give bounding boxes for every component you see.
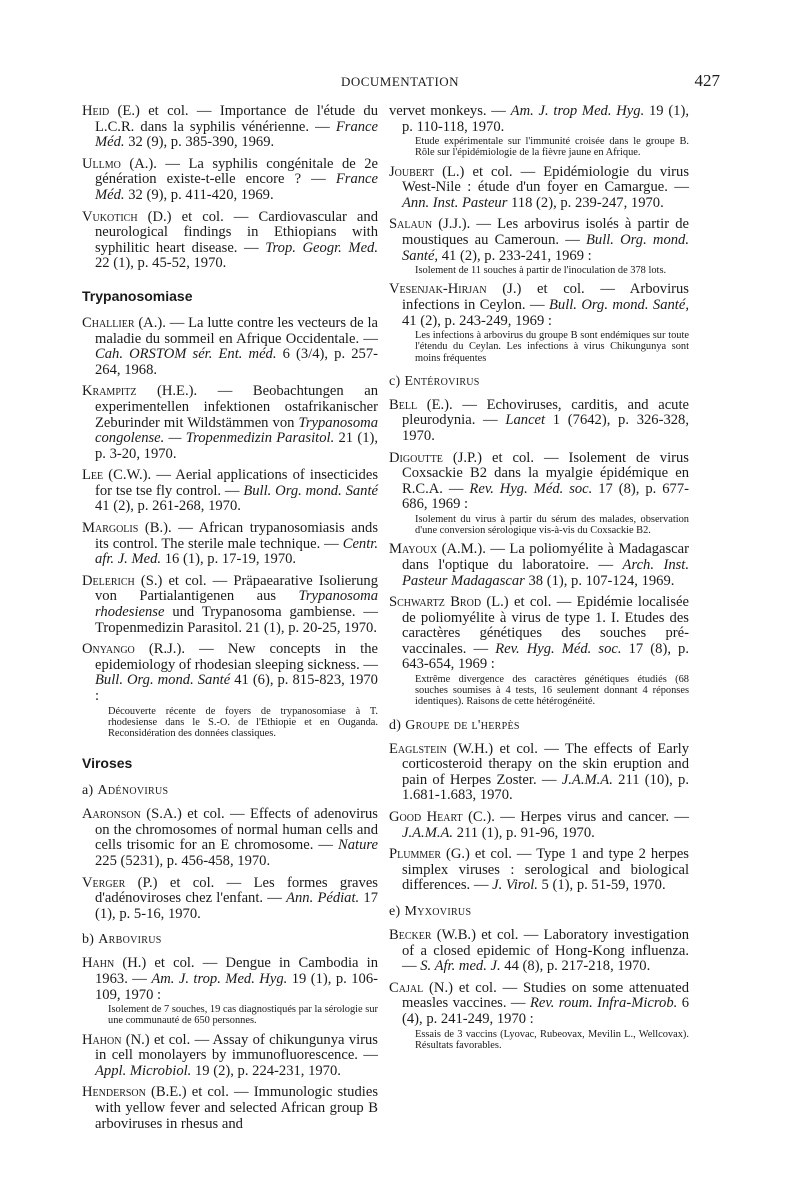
entry-journal: Rev. roum. Infra-Microb. [529,995,678,1012]
bibliography-entry [82,642,378,739]
entry-text: et col. — Immunologic studies with yellow fever and selected African group B arboviruses in rhesus and [95,1084,378,1132]
entry-annotation: Etude expérimentale sur l'immunité croisée dans le groupe B. Rôle sur l'épidémiologie de la fièvre jaune en Afrique. [415,136,689,159]
left-column [82,104,378,1138]
entry-group [82,956,378,1132]
entry-author: Ullmo (A.) [82,155,154,172]
entry-reference: 211 (1), p. 91-96, 1970. [453,824,595,841]
entry-reference: 41 (2), p. 233-241, 1969 : [438,247,592,264]
entry-reference: 17 (1), p. 5-16, 1970. [95,890,378,922]
entry-reference: 19 (2), p. 224-231, 1970. [191,1062,341,1079]
entry-reference: 17 (8), p. 643-654, 1969 : [402,640,689,673]
entry-text: . — La poliomyélite à Madagascar dans l'optique du laboratoire. — [402,541,689,573]
entry-text: . — Aerial applications of insecticides for tse tse fly control. — [95,467,379,499]
entry-text: et col. — Epidémiologie du virus West-Nile : étude d'un foyer en Camargue. — [402,163,690,196]
entry-reference: 16 (1), p. 17-19, 1970. [161,551,297,568]
entry-reference: 6 (3/4), p. 257-264, 1968. [95,346,378,378]
entry-author: Krampitz (H.E.) [82,383,194,400]
bibliography-entry [82,210,378,272]
subsection-heading [389,904,689,920]
entry-reference: 41 (2), p. 261-268, 1970. [95,498,241,515]
entry-text: et col. — Cardiovascular and neurological findings in Ethiopians with syphilitic heart disease. — [95,208,378,256]
entry-text: . — Herpes virus and cancer. — [491,809,689,826]
entry-annotation: Les infections à arbovirus du groupe B sont endémiques sur toute l'étendu du Ceylan. Les infections à virus Chikungunya sont moins fréquentes [415,330,689,364]
bibliography-entry [82,574,378,636]
subsection-letter: a) [82,783,94,799]
entry-text: . — African trypanosomiasis ands its control. The sterile male technique. — [95,520,379,552]
entry-journal: Rev. Hyg. Méd. soc. [495,640,622,657]
subsection-heading [389,718,689,734]
entry-reference: 41 (6), p. 815-823, 1970 : [95,672,378,704]
bibliography-entry [82,104,378,151]
entry-reference: 22 (1), p. 45-52, 1970. [95,255,227,272]
bibliography-entry [389,595,689,708]
entry-text: et col. — Effects of adenovirus on the chromosomes of normal human cells and cells trisomic for an E chromosome. — [95,806,378,854]
bibliography-entry [82,384,378,462]
entry-journal: Ann. Pédiat. [286,890,360,907]
entry-reference: 21 (1), p. 3-20, 1970. [95,430,378,462]
entry-reference: 6 (4), p. 241-249, 1970 : [402,995,690,1027]
entry-author: Margolis (B.) [82,520,169,537]
entry-reference: 19 (1), p. 110-118, 1970. [402,103,689,135]
subsection-name: Arbovirus [98,932,162,948]
entry-journal: Bull. Org. mond. Santé, [548,296,689,313]
entry-text: et col. — Isolement de virus Coxsackie B2 dans la myalgie épidémique en R.C.A. — [402,449,689,497]
entry-text: et col. — Laboratory investigation of a closed epidemic of Hong-Kong influenza. — [402,927,689,975]
bibliography-entry [82,316,378,378]
subsection-heading [389,374,689,390]
entry-annotation: Extrême divergence des caractères génétiques étudiés (68 souches soumises à 4 tests, 16 seulement donnant 4 réponses identiques). Raisons de cette hétérogénéité. [415,674,689,708]
entry-journal: J.A.M.A. [561,771,613,788]
entry-journal: Bull. Org. mond. Santé, [402,231,689,264]
entry-text: et col. — Dengue in Cambodia in 1963. — [95,955,378,987]
bibliography-entry [389,451,689,537]
entry-journal: Ann. Inst. Pasteur [402,194,508,211]
entry-journal: Rev. Hyg. Méd. soc. [469,480,593,497]
entry-journal: Nature [338,837,378,854]
entry-author: Mayoux (A.M.) [389,541,483,558]
entry-journal: Am. J. trop. Med. Hyg. [151,970,288,987]
subsection-letter: c) [389,373,401,389]
entry-reference: 118 (2), p. 239-247, 1970. [507,194,664,211]
section-name: DOCUMENTATION [340,74,460,89]
entry-author: Schwartz Brod (L.) [389,594,509,611]
entry-author: Cajal (N.) [389,979,453,996]
entry-author: Good Heart (C.) [389,809,492,826]
entry-reference: 211 (10), p. 1.681-1.683, 1970. [402,771,689,804]
bibliography-entry [389,928,689,975]
entry-journal: France Méd. [95,118,378,151]
entry-journal: Trop. Geogr. Med. [265,239,379,256]
subsection-letter: e) [389,904,401,920]
entry-author: Joubert (L.) [389,163,465,180]
entry-journal: Cah. ORSTOM sér. Ent. méd. [95,346,277,363]
entry-annotation: Isolement du virus à partir du sérum des malades, observation d'une conversion sérologique vis-à-vis du Coxsackie B2. [415,513,689,537]
entry-reference: 225 (5231), p. 456-458, 1970. [95,852,271,869]
entry-author: Digoutte (J.P.) [389,449,483,466]
entry-group [389,104,689,364]
bibliography-entry [389,981,689,1051]
subsection-heading [82,783,378,799]
entry-reference: 19 (1), p. 106-109, 1970 : [95,970,378,1003]
entry-journal: Bull. Org. mond. Santé [243,482,378,499]
entry-text: et col. — Type 1 and type 2 herpes simplex viruses : serological and biological differences. — [402,846,689,894]
entry-journal: Arch. Inst. Pasteur Madagascar [402,556,689,589]
entry-group [389,398,689,708]
bibliography-entry [82,1085,378,1132]
entry-group [82,807,378,922]
bibliography-entry [389,542,689,589]
bibliography-entry [82,468,378,515]
entry-text: . — La syphilis congénitale de 2e génération existe-t-elle encore ? — [95,155,378,188]
bibliography-entry [82,521,378,568]
entry-text: . — Beobachtungen an experimentellen infektionen ostafrikanischer Zeburinder mit Wildstämmen von [95,383,378,431]
entry-author: Hahn (H.) [82,955,147,972]
entry-reference: 1 (7642), p. 326-328, 1970. [402,412,689,444]
subsection-heading [82,932,378,948]
entry-journal: Appl. Microbiol. [95,1062,192,1079]
entry-group [389,742,689,894]
entry-author: Eaglstein (W.H.) [389,740,494,757]
subsection-name: Entérovirus [404,373,480,389]
entry-author: Hahon (N.) [82,1031,150,1048]
entry-author: Vesenjak-Hirjan (J.) [389,281,522,298]
entry-annotation: Isolement de 11 souches à partir de l'inoculation de 378 lots. [415,265,667,277]
bibliography-entry [389,847,689,894]
entry-journal: S. Afr. med. J. [420,958,501,975]
entry-text: et col. — Les formes graves d'adénoviroses chez l'enfant. — [95,874,378,907]
entry-text: et col. — Epidémie localisée de poliomyélite à virus de type 1. I. Etudes des caractères génétiques des souches pré-vaccinales. — [402,594,689,657]
subsection-name: Adénovirus [97,783,169,799]
entry-annotation: Isolement de 7 souches, 19 cas diagnostiqués par la sérologie sur une communauté de 650 personnes. [108,1004,378,1027]
bibliography-entry [389,165,689,212]
entry-text: et col. — Assay of chikungunya virus in cell monolayers by immunofluorescence. — [95,1031,378,1064]
entry-reference: 38 (1), p. 107-124, 1969. [524,572,675,589]
bibliography-entry [389,217,689,276]
entry-author: Plummer (G.) [389,846,470,863]
entry-text: . — La lutte contre les vecteurs de la maladie du sommeil en Afrique Occidentale. — [95,314,378,347]
entry-journal: Trypanosoma rhodesiense [95,588,378,621]
entry-author: Becker (W.B.) [389,927,476,944]
subsection-name: Groupe de l'herpès [405,717,520,733]
entry-author: Onyango (R.J.) [82,641,182,658]
entry-journal: J.A.M.A. [402,824,454,841]
entry-journal: Lancet [505,412,546,429]
section-heading: Trypanosomiase [82,287,193,304]
entry-journal: Trypanosoma congolense. — Tropenmedizin Parasitol. [95,414,378,447]
entry-author: Delerich (S.) [82,572,163,589]
bibliography-entry [82,876,378,923]
entry-group [82,104,378,272]
entry-journal: Centr. afr. J. Med. [95,535,378,568]
entry-reference: 32 (9), p. 411-420, 1969. [124,186,274,203]
bibliography-entry [82,1033,378,1080]
entry-author: Lee (C.W.) [82,467,148,484]
entry-text: vervet monkeys. — [389,103,511,119]
entry-journal: J. Virol. [492,877,538,894]
entry-journal: France Méd. [95,171,378,203]
entry-author: Verger (P.) [82,874,158,891]
entry-annotation: Découverte récente de foyers de trypanosomiase à T. rhodesiense dans le S.-O. de l'Ethiopie et en Ouganda. Reconsidération des données classiques. [108,705,378,739]
entry-author: Salaun (J.J.) [389,216,467,233]
bibliography-entry [389,810,689,841]
bibliography-entry [389,282,689,363]
entry-text: et col. — Studies on some attenuated measles vaccines. — [402,979,690,1012]
entry-author: Henderson (B.E.) [82,1084,187,1101]
entry-annotation: Essais de 3 vaccins (Lyovac, Rubeovax, Mevilin L., Wellcovax). Résultats favorables. [415,1028,689,1051]
entry-text: . — New concepts in the epidemiology of rhodesian sleeping sickness. — [95,641,379,673]
bibliography-entry [389,742,689,804]
subsection-name: Myxovirus [404,904,472,920]
entry-journal: Bull. Org. mond. Santé [95,672,231,689]
entry-reference: 32 (9), p. 385-390, 1969. [124,134,275,151]
entry-text: et col. — Importance de l'étude du L.C.R. dans la syphilis vénérienne. — [95,103,378,135]
entry-author: Aaronson (S.A.) [82,806,182,823]
bibliography-entry [82,956,378,1026]
entry-reference: und Trypanosoma gambiense. — Tropenmedizin Parasitol. 21 (1), p. 20-25, 1970. [95,604,378,636]
entry-author: Heid (E.) [82,103,140,119]
right-column [389,104,689,1057]
bibliography-entry [389,104,689,159]
bibliography-entry [389,398,689,445]
entry-group [82,316,378,739]
page-number: 427 [694,71,720,90]
running-head [80,72,720,94]
entry-group [389,928,689,1051]
entry-journal: Am. J. trop Med. Hyg. [510,103,645,119]
bibliography-entry [82,807,378,869]
section-heading: Viroses [82,755,133,772]
entry-author: Bell (E.) [389,396,450,413]
entry-text: et col. — The effects of Early corticosteroid therapy on the skin eruption and pain of Herpes Zoster. — [402,740,689,788]
entry-text: et col. — Arbovirus infections in Ceylon. — [402,281,689,313]
entry-reference: 44 (8), p. 217-218, 1970. [500,958,651,975]
entry-text: . — Les arbovirus isolés à partir de moustiques au Cameroun. — [402,216,689,248]
entry-reference: 17 (8), p. 677-686, 1969 : [402,480,689,513]
entry-author: Challier (A.) [82,314,163,331]
bibliography-entry [82,157,378,204]
subsection-letter: b) [82,932,95,948]
subsection-letter: d) [389,717,402,733]
entry-reference: 5 (1), p. 51-59, 1970. [537,877,666,894]
entry-author: Vukotich (D.) [82,208,172,225]
entry-text: . — Echoviruses, carditis, and acute pleurodynia. — [402,396,690,429]
entry-text: et col. — Präpaearative Isolierung von Partialantigenen aus [95,572,379,605]
entry-reference: 41 (2), p. 243-249, 1969 : [402,312,552,329]
